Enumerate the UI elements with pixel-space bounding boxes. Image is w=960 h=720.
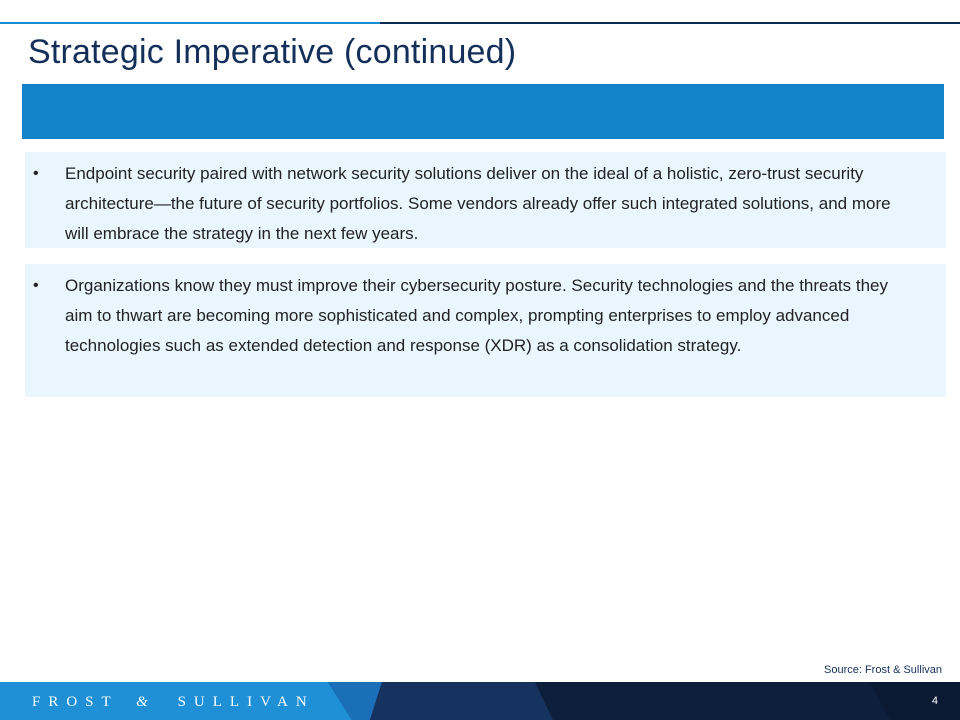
bullet-marker: • xyxy=(33,277,39,294)
page-title: Strategic Imperative (continued) xyxy=(28,33,517,71)
footer-bar xyxy=(0,682,960,720)
blue-banner xyxy=(22,84,944,139)
header-accent-line-dark xyxy=(380,22,960,24)
company-logo xyxy=(32,682,315,720)
logo-text-frost: FROST xyxy=(32,694,119,710)
page-number: 4 xyxy=(931,695,938,707)
bullet-text: Organizations know they must improve their cybersecurity posture. Security technologies and the threats they aim to thwart are becoming more sophisticated and complex, prompting enterprises to employ advanced technologies such as extended detection and response (XDR) as a consolidation strategy. xyxy=(65,276,889,355)
source-note: Source: Frost & Sullivan xyxy=(824,664,942,676)
bullet-box xyxy=(25,152,946,248)
header-accent-line-light xyxy=(0,22,380,24)
logo-ampersand: & xyxy=(136,694,148,710)
bullet-text: Endpoint security paired with network security solutions deliver on the ideal of a holistic, zero-trust security architecture—the future of security portfolios. Some vendors already offer such integrated solutions, and more will embrace the strategy in the next few years. xyxy=(65,164,891,243)
logo-text-sullivan: SULLIVAN xyxy=(177,694,315,710)
bullet-marker: • xyxy=(33,165,39,182)
bullet-box xyxy=(25,264,946,397)
